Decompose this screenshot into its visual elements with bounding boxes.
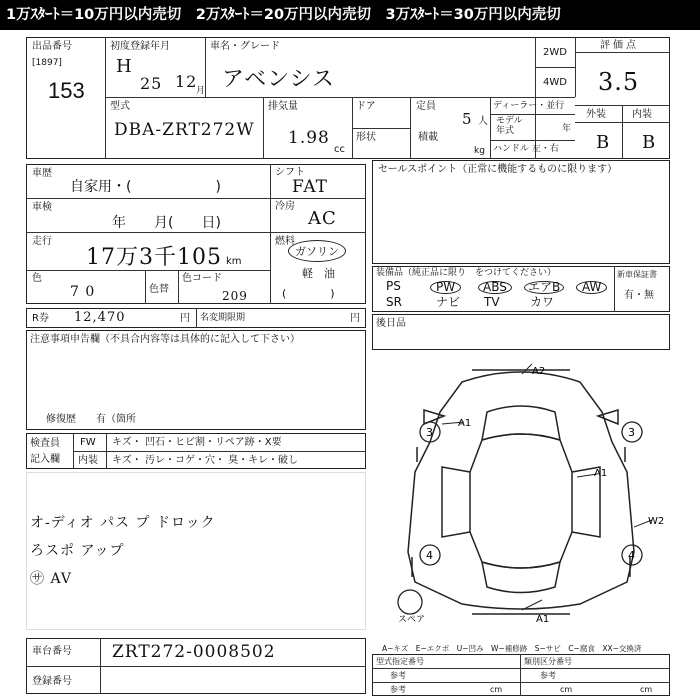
fuel-label: 燃料 [275,236,295,247]
cap-unit: 人 [478,116,488,127]
load-unit: kg [474,146,485,156]
type-value: DBA-ZRT272W [114,120,255,140]
color-code-value: 209 [222,289,248,303]
damage-w2: W2 [648,516,665,527]
regno-label: 登録番号 [32,676,72,687]
inspector-label-1: 検査員 [30,438,60,449]
memo-line-2: ろスポ アップ [30,543,125,559]
usage-value: 自家用・( ) [70,179,221,195]
score-value: 3.5 [598,68,640,96]
damage-a1-left: A1 [458,418,472,429]
cap-value: 5 [462,110,473,128]
recycle-yen: 円 [350,313,360,324]
spec-ref-3: 参考 [390,685,406,694]
warranty-value: 有・無 [624,290,654,301]
after-items-box [372,314,670,350]
reg-label: 初度登録年月 [110,41,170,52]
ac-label: 冷房 [275,201,295,212]
equip-label: 装備品（純正品に限り をつけてください） [376,268,557,278]
recycle-value: 12,470 [74,310,126,325]
shift-label: シフト [275,167,305,178]
sales-label: セールスポイント（正常に機能するものに限ります） [378,164,618,175]
inspect-label: 車検 [32,202,52,213]
inspector-fw: FW [80,437,96,448]
score-int: B [642,132,657,153]
equip-navi: ナビ [436,295,461,309]
disp-label: 排気量 [268,101,298,112]
car-damage-diagram [372,352,670,622]
fuel-diesel: 軽 油 [302,267,335,280]
damage-a2: A2 [532,366,546,377]
reg-era: H [116,56,133,77]
color-value: 7 0 [70,284,96,300]
damage-a1-right: A1 [594,468,608,479]
shift-value: FAT [292,177,329,197]
repair-history: 修復歴 有（箇所 [46,414,136,425]
spec-class-no: 類別区分番号 [524,657,572,666]
inspector-in-text: キズ・ 汚レ・コゲ・穴・ 臭・キレ・破し [112,455,299,466]
equip-leather: カワ [530,295,555,309]
door-label: ドア [356,101,376,112]
spec-cm-1: cm [490,685,503,694]
damage-c4-right: 4 [628,549,635,562]
damage-a1-bottom: A1 [536,614,550,622]
inspector-in: 内装 [78,455,98,466]
after-label: 後日品 [376,318,406,329]
score-ext: B [596,132,611,153]
damage-c3-right: 3 [628,426,635,439]
spare-label: スペア [398,615,426,622]
load-label: 積載 [418,132,438,143]
score-label: 評価点 [600,40,639,51]
chassis-label: 車台番号 [32,646,72,657]
drive-4wd: 4WD [543,77,567,88]
spec-cm-3: cm [640,685,653,694]
disp-value: 1.98 [288,128,330,148]
inspect-value: 年 月( 日) [112,215,221,231]
mileage-value: 17万3千105 [86,245,222,270]
door-shape: 形状 [356,132,376,143]
recycle-label: R券 [32,313,49,324]
drive-2wd: 2WD [543,47,567,58]
spec-model-no: 型式指定番号 [376,657,424,666]
lot-sub: [1897] [32,58,62,68]
memo-line-3: ㋚ AV [30,571,72,587]
handle-label: ハンドル 左・右 [493,144,559,154]
usage-label: 車歴 [32,168,52,179]
mileage-unit: km [226,256,242,267]
disp-unit: cc [334,144,345,155]
damage-legend: A−キズ E−エクボ U−凹み W−補修跡 S−サビ C−腐食 XX−交換済 [382,644,642,653]
ac-value: AC [308,208,337,229]
lot-number: 153 [48,78,85,103]
spec-ref-1: 参考 [390,671,406,680]
warranty-label: 新車保証書 [617,270,657,279]
model-name: アベンシス [222,67,335,92]
notes-label: 注意事項申告欄（不具合内容等は具体的に記入して下さい） [30,334,300,345]
auction-rules-banner: 1万ｽﾀｰﾄ＝10万円以内売切 2万ｽﾀｰﾄ＝20万円以内売切 3万ｽﾀｰﾄ＝30万円以内売切 [0,0,700,30]
equip-aw: AW [576,281,607,294]
reg-month: 12 [175,72,198,91]
lot-label: 出品番号 [32,41,72,52]
color-code-label: 色コード [182,273,222,284]
chassis-value: ZRT272-0008502 [112,642,276,662]
equip-sr: SR [386,295,402,309]
damage-c3-left: 3 [426,426,433,439]
inspector-label-2: 記入欄 [30,454,60,465]
spec-cm-2: cm [560,685,573,694]
sales-point-box [372,160,670,264]
equip-abs: ABS [478,281,512,294]
equip-tv: TV [484,295,500,309]
color-change-label: 色替 [149,284,169,295]
fuel-gas: ガソリン [288,240,346,262]
equip-ps: PS [386,279,401,293]
inspector-fw-text: キズ・ 凹石・ヒビ割・リペア跡・X要 [112,437,282,448]
recycle-due: 名変期限期 [200,313,246,323]
model-year-label: モデル 年式 [496,116,523,136]
fuel-other: ( ) [282,287,335,300]
equip-airbag: エアB [524,281,564,294]
reg-year: 25 [140,74,163,93]
damage-c4-left: 4 [426,549,433,562]
dealer-label: ディーラー・並行 [493,101,565,111]
type-label: 型式 [110,101,130,112]
equip-pw: PW [430,281,461,294]
score-int-label: 内装 [632,109,652,120]
mileage-label: 走行 [32,236,52,247]
spec-ref-2: 参考 [540,671,556,680]
recycle-unit: 円 [180,313,190,324]
cap-label: 定員 [416,101,436,112]
model-year-unit: 年 [562,124,572,134]
score-ext-label: 外装 [586,109,606,120]
model-label: 車名・グレード [210,41,280,52]
color-label: 色 [32,273,42,284]
reg-month-unit: 月 [196,86,206,96]
memo-line-1: オ-ディオ パス プ ドロック [30,515,216,531]
